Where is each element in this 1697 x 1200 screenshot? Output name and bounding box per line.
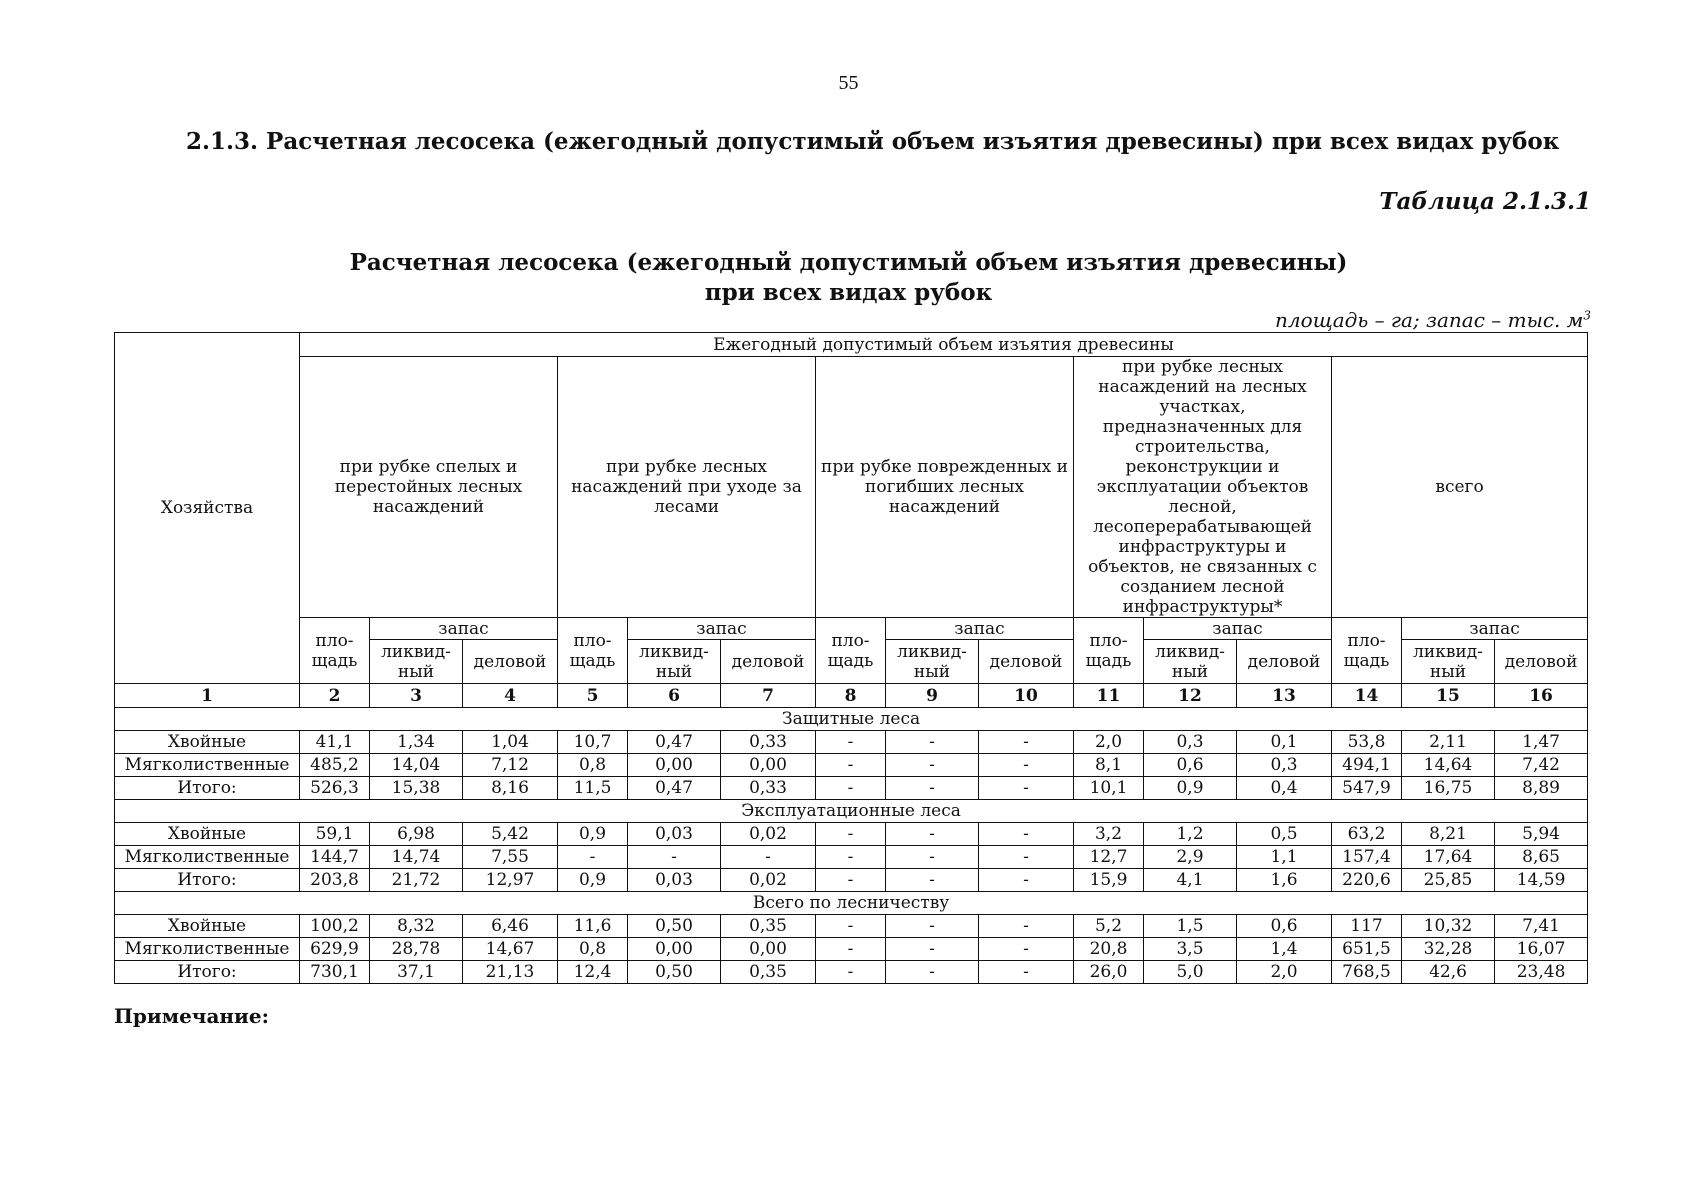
units-superscript: 3: [1583, 308, 1591, 323]
value-cell: 16,75: [1402, 777, 1495, 800]
value-cell: -: [886, 938, 979, 961]
section-title-cell: Всего по лесничеству: [115, 892, 1588, 915]
value-cell: -: [558, 846, 628, 869]
value-cell: -: [886, 915, 979, 938]
value-cell: 100,2: [300, 915, 370, 938]
value-cell: -: [816, 754, 886, 777]
column-number: 5: [558, 684, 628, 708]
row-label-cell: Хвойные: [115, 915, 300, 938]
value-cell: 1,47: [1495, 731, 1588, 754]
value-cell: 0,9: [558, 869, 628, 892]
value-cell: 59,1: [300, 823, 370, 846]
column-number: 13: [1237, 684, 1332, 708]
column-number: 15: [1402, 684, 1495, 708]
section-row: [115, 708, 1588, 731]
column-number: 14: [1332, 684, 1402, 708]
table-row: [115, 915, 1588, 938]
header-liquid: ликвид-ный: [628, 640, 721, 684]
value-cell: -: [979, 915, 1074, 938]
value-cell: 144,7: [300, 846, 370, 869]
value-cell: -: [979, 961, 1074, 984]
value-cell: -: [886, 754, 979, 777]
value-cell: 1,6: [1237, 869, 1332, 892]
page-number: 55: [838, 72, 859, 94]
column-number: 4: [463, 684, 558, 708]
row-label-cell: Мягколиственные: [115, 938, 300, 961]
column-number: 3: [370, 684, 463, 708]
value-cell: 1,34: [370, 731, 463, 754]
header-area: пло-щадь: [558, 618, 628, 684]
cutting-volume-table: [114, 332, 1588, 984]
header-group-infrastructure: при рубке лесных насаждений на лесных участках, предназначенных для строительства, реконструкции и эксплуатации объектов лесной, лесоперерабатывающей инфраструктуры и объектов, не связанных с созданием лесной инфраструктуры*: [1074, 357, 1332, 618]
header-stock: запас: [370, 618, 558, 640]
value-cell: -: [816, 846, 886, 869]
table-row: [115, 731, 1588, 754]
value-cell: 0,9: [1144, 777, 1237, 800]
value-cell: -: [886, 869, 979, 892]
value-cell: 220,6: [1332, 869, 1402, 892]
value-cell: 0,5: [1237, 823, 1332, 846]
table-title-line2: при всех видах рубок: [704, 279, 993, 306]
header-area: пло-щадь: [300, 618, 370, 684]
value-cell: 0,9: [558, 823, 628, 846]
value-cell: 0,3: [1144, 731, 1237, 754]
value-cell: 10,7: [558, 731, 628, 754]
value-cell: 5,0: [1144, 961, 1237, 984]
header-stock: запас: [1144, 618, 1332, 640]
value-cell: 547,9: [1332, 777, 1402, 800]
section-title: 2.1.3. Расчетная лесосека (ежегодный допустимый объем изъятия древесины) при всех видах рубок: [186, 128, 1560, 155]
column-number: 8: [816, 684, 886, 708]
value-cell: 0,50: [628, 961, 721, 984]
header-group-damaged: при рубке поврежденных и погибших лесных насаждений: [816, 357, 1074, 618]
value-cell: 11,6: [558, 915, 628, 938]
units-note: [1275, 308, 1591, 332]
value-cell: 63,2: [1332, 823, 1402, 846]
value-cell: 5,94: [1495, 823, 1588, 846]
value-cell: 0,6: [1144, 754, 1237, 777]
value-cell: 0,47: [628, 731, 721, 754]
value-cell: -: [886, 731, 979, 754]
value-cell: 12,97: [463, 869, 558, 892]
header-commercial: деловой: [463, 640, 558, 684]
value-cell: 2,0: [1074, 731, 1144, 754]
row-label-cell: Хвойные: [115, 823, 300, 846]
table-row: [115, 961, 1588, 984]
value-cell: -: [816, 938, 886, 961]
header-farms: Хозяйства: [115, 333, 300, 684]
value-cell: 12,4: [558, 961, 628, 984]
column-number: 11: [1074, 684, 1144, 708]
value-cell: 2,11: [1402, 731, 1495, 754]
value-cell: 1,4: [1237, 938, 1332, 961]
value-cell: 0,02: [721, 823, 816, 846]
value-cell: -: [886, 846, 979, 869]
value-cell: 0,1: [1237, 731, 1332, 754]
section-row: [115, 800, 1588, 823]
value-cell: -: [886, 823, 979, 846]
header-liquid: ликвид-ный: [1402, 640, 1495, 684]
value-cell: 730,1: [300, 961, 370, 984]
value-cell: -: [979, 823, 1074, 846]
value-cell: 15,38: [370, 777, 463, 800]
value-cell: 2,9: [1144, 846, 1237, 869]
table-row: [115, 777, 1588, 800]
column-number: 12: [1144, 684, 1237, 708]
value-cell: 203,8: [300, 869, 370, 892]
value-cell: 8,1: [1074, 754, 1144, 777]
value-cell: 0,00: [721, 754, 816, 777]
value-cell: 14,59: [1495, 869, 1588, 892]
row-label-cell: Итого:: [115, 961, 300, 984]
section-title-cell: Защитные леса: [115, 708, 1588, 731]
header-annual-volume: Ежегодный допустимый объем изъятия древесины: [300, 333, 1588, 357]
row-label-cell: Итого:: [115, 869, 300, 892]
column-number: 7: [721, 684, 816, 708]
value-cell: 629,9: [300, 938, 370, 961]
header-group-mature: при рубке спелых и перестойных лесных насаждений: [300, 357, 558, 618]
value-cell: 3,2: [1074, 823, 1144, 846]
value-cell: 0,8: [558, 938, 628, 961]
header-area: пло-щадь: [1074, 618, 1144, 684]
column-number: 9: [886, 684, 979, 708]
value-cell: 4,1: [1144, 869, 1237, 892]
header-stock: запас: [886, 618, 1074, 640]
value-cell: 20,8: [1074, 938, 1144, 961]
value-cell: 14,04: [370, 754, 463, 777]
value-cell: -: [979, 777, 1074, 800]
value-cell: 8,89: [1495, 777, 1588, 800]
value-cell: 23,48: [1495, 961, 1588, 984]
value-cell: 0,00: [628, 754, 721, 777]
value-cell: 5,42: [463, 823, 558, 846]
header-liquid: ликвид-ный: [1144, 640, 1237, 684]
value-cell: 14,74: [370, 846, 463, 869]
value-cell: 0,4: [1237, 777, 1332, 800]
header-stock: запас: [628, 618, 816, 640]
header-commercial: деловой: [1495, 640, 1588, 684]
value-cell: 7,12: [463, 754, 558, 777]
value-cell: -: [628, 846, 721, 869]
value-cell: 28,78: [370, 938, 463, 961]
row-label-cell: Хвойные: [115, 731, 300, 754]
value-cell: 7,42: [1495, 754, 1588, 777]
value-cell: -: [721, 846, 816, 869]
row-label-cell: Мягколиственные: [115, 846, 300, 869]
value-cell: -: [979, 846, 1074, 869]
value-cell: 6,46: [463, 915, 558, 938]
value-cell: -: [816, 961, 886, 984]
column-number: 2: [300, 684, 370, 708]
table-row: [115, 754, 1588, 777]
value-cell: 7,55: [463, 846, 558, 869]
value-cell: 0,50: [628, 915, 721, 938]
value-cell: 16,07: [1495, 938, 1588, 961]
value-cell: -: [886, 777, 979, 800]
value-cell: 0,47: [628, 777, 721, 800]
value-cell: -: [816, 823, 886, 846]
value-cell: 8,16: [463, 777, 558, 800]
value-cell: 32,28: [1402, 938, 1495, 961]
value-cell: 10,1: [1074, 777, 1144, 800]
value-cell: 0,33: [721, 731, 816, 754]
value-cell: 117: [1332, 915, 1402, 938]
column-number: 1: [115, 684, 300, 708]
value-cell: 0,3: [1237, 754, 1332, 777]
value-cell: 485,2: [300, 754, 370, 777]
value-cell: 2,0: [1237, 961, 1332, 984]
value-cell: 1,1: [1237, 846, 1332, 869]
value-cell: 0,03: [628, 869, 721, 892]
value-cell: 8,21: [1402, 823, 1495, 846]
value-cell: 1,04: [463, 731, 558, 754]
value-cell: 3,5: [1144, 938, 1237, 961]
value-cell: 494,1: [1332, 754, 1402, 777]
header-commercial: деловой: [979, 640, 1074, 684]
value-cell: 157,4: [1332, 846, 1402, 869]
value-cell: 7,41: [1495, 915, 1588, 938]
column-number: 16: [1495, 684, 1588, 708]
value-cell: -: [886, 961, 979, 984]
column-number: 10: [979, 684, 1074, 708]
value-cell: 651,5: [1332, 938, 1402, 961]
section-row: [115, 892, 1588, 915]
section-title-cell: Эксплуатационные леса: [115, 800, 1588, 823]
value-cell: 0,00: [721, 938, 816, 961]
value-cell: 0,35: [721, 915, 816, 938]
row-label-cell: Итого:: [115, 777, 300, 800]
value-cell: 0,6: [1237, 915, 1332, 938]
header-liquid: ликвид-ный: [370, 640, 463, 684]
table-row: [115, 846, 1588, 869]
value-cell: 41,1: [300, 731, 370, 754]
value-cell: 8,65: [1495, 846, 1588, 869]
value-cell: -: [816, 915, 886, 938]
value-cell: 8,32: [370, 915, 463, 938]
table-title: [0, 248, 1697, 308]
value-cell: -: [979, 869, 1074, 892]
value-cell: -: [979, 731, 1074, 754]
value-cell: 1,5: [1144, 915, 1237, 938]
column-number: 6: [628, 684, 721, 708]
value-cell: -: [816, 777, 886, 800]
value-cell: 21,13: [463, 961, 558, 984]
note-label: Примечание:: [114, 1004, 269, 1028]
value-cell: 21,72: [370, 869, 463, 892]
value-cell: 0,33: [721, 777, 816, 800]
value-cell: 526,3: [300, 777, 370, 800]
value-cell: -: [979, 938, 1074, 961]
value-cell: 6,98: [370, 823, 463, 846]
value-cell: 5,2: [1074, 915, 1144, 938]
table-label: Таблица 2.1.3.1: [1379, 188, 1591, 215]
value-cell: 14,64: [1402, 754, 1495, 777]
header-commercial: деловой: [1237, 640, 1332, 684]
value-cell: 15,9: [1074, 869, 1144, 892]
units-text: площадь – га; запас – тыс. м: [1275, 308, 1584, 332]
value-cell: 26,0: [1074, 961, 1144, 984]
value-cell: 0,35: [721, 961, 816, 984]
value-cell: 17,64: [1402, 846, 1495, 869]
value-cell: 0,00: [628, 938, 721, 961]
header-liquid: ликвид-ный: [886, 640, 979, 684]
table-row: [115, 869, 1588, 892]
value-cell: 11,5: [558, 777, 628, 800]
header-area: пло-щадь: [1332, 618, 1402, 684]
table-title-line1: Расчетная лесосека (ежегодный допустимый объем изъятия древесины): [349, 249, 1348, 276]
value-cell: 0,02: [721, 869, 816, 892]
value-cell: -: [816, 731, 886, 754]
value-cell: 14,67: [463, 938, 558, 961]
value-cell: 0,03: [628, 823, 721, 846]
header-group-total: всего: [1332, 357, 1588, 618]
header-area: пло-щадь: [816, 618, 886, 684]
header-stock: запас: [1402, 618, 1588, 640]
value-cell: 53,8: [1332, 731, 1402, 754]
row-label-cell: Мягколиственные: [115, 754, 300, 777]
value-cell: 42,6: [1402, 961, 1495, 984]
value-cell: 0,8: [558, 754, 628, 777]
value-cell: 1,2: [1144, 823, 1237, 846]
value-cell: 10,32: [1402, 915, 1495, 938]
value-cell: -: [979, 754, 1074, 777]
value-cell: -: [816, 869, 886, 892]
header-commercial: деловой: [721, 640, 816, 684]
value-cell: 37,1: [370, 961, 463, 984]
value-cell: 12,7: [1074, 846, 1144, 869]
value-cell: 25,85: [1402, 869, 1495, 892]
table-row: [115, 823, 1588, 846]
table-row: [115, 938, 1588, 961]
header-group-care: при рубке лесных насаждений при уходе за лесами: [558, 357, 816, 618]
value-cell: 768,5: [1332, 961, 1402, 984]
